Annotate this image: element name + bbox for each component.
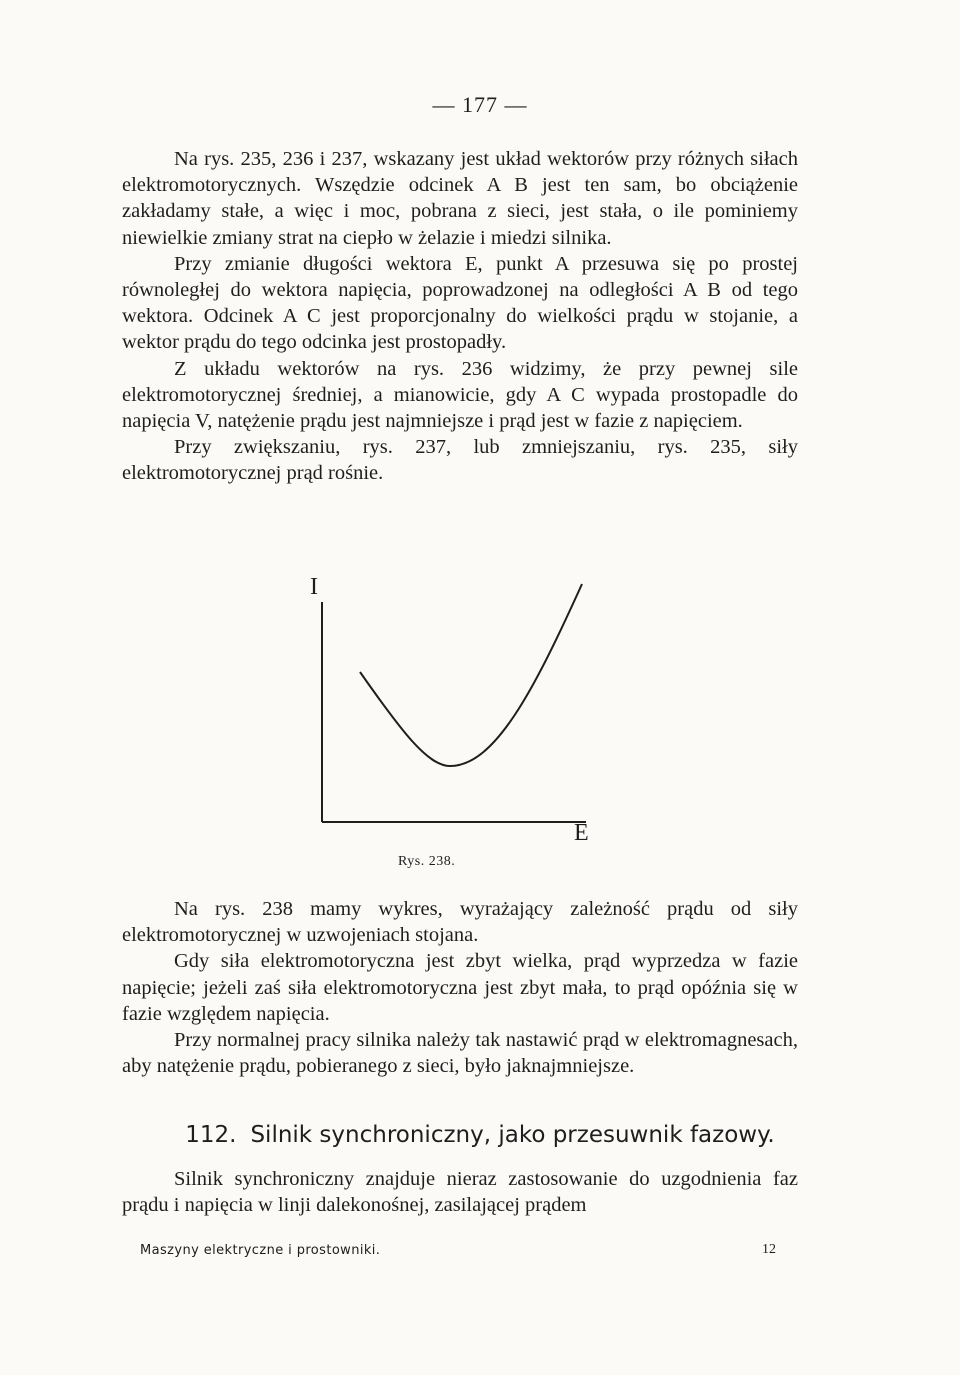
section-title: Silnik synchroniczny, jako przesuwnik fazowy. bbox=[250, 1122, 775, 1148]
paragraph: Przy zmianie długości wektora E, punkt A przesuwa się po prostej równoległej do wektora napięcia, poprowadzonej na odległości A B od tego wektora. Odcinek A C jest proporcjonalny do wielkości prądu w stojanie, a wektor prądu do tego odcinka jest prostopadły. bbox=[122, 252, 798, 354]
paragraph: Gdy siła elektromotoryczna jest zbyt wielka, prąd wyprzedza w fazie napięcie; jeżeli zaś siła elektromotoryczna jest zbyt mała, to prąd opóźnia się w fazie względem napięcia. bbox=[122, 950, 798, 1025]
top-text-block bbox=[122, 146, 798, 487]
y-axis-label: I bbox=[310, 574, 318, 600]
middle-text-block bbox=[122, 896, 798, 1079]
paragraph: Na rys. 235, 236 i 237, wskazany jest układ wektorów przy różnych siłach elektromotorycznych. Wszędzie odcinek A B jest ten sam, bo obciążenie zakładamy stałe, a więc i moc, pobrana z sieci, jest stała, o ile pominiemy niewielkie zmiany strat na ciepło w żelazie i miedzi silnika. bbox=[122, 148, 798, 249]
paragraph: Z układu wektorów na rys. 236 widzimy, że przy pewnej sile elektromotorycznej średniej, a mianowicie, gdy A C wypada prostopadle do napięcia V, natężenie prądu jest najmniejsze i prąd jest w fazie z napięciem. bbox=[122, 357, 798, 433]
section-number: 112. bbox=[185, 1122, 237, 1148]
page-number: — 177 — bbox=[432, 92, 528, 117]
paragraph: Przy normalnej pracy silnika należy tak nastawić prąd w elektromagnesach, aby natężenie prądu, pobieranego z sieci, było jaknajmniejsze. bbox=[122, 1029, 798, 1078]
x-axis-label: E bbox=[574, 820, 589, 846]
current-curve bbox=[360, 584, 582, 766]
section-heading bbox=[0, 1122, 960, 1148]
bottom-text-block bbox=[122, 1166, 798, 1218]
paragraph: Silnik synchroniczny znajduje nieraz zastosowanie do uzgodnienia faz prądu i napięcia w linji dalekonośnej, zasilającej prądem bbox=[122, 1168, 798, 1217]
figure-caption: Rys. 238. bbox=[398, 854, 456, 869]
footer-book-title: Maszyny elektryczne i prostowniki. bbox=[140, 1243, 381, 1258]
paragraph: Przy zwiększaniu, rys. 237, lub zmniejszaniu, rys. 235, siły elektromotorycznej prąd rośnie. bbox=[122, 436, 798, 485]
paragraph: Na rys. 238 mamy wykres, wyrażający zależność prądu od siły elektromotorycznej w uzwojeniach stojana. bbox=[122, 898, 798, 947]
figure-238 bbox=[290, 560, 640, 880]
footer-signature: 12 bbox=[762, 1242, 776, 1257]
